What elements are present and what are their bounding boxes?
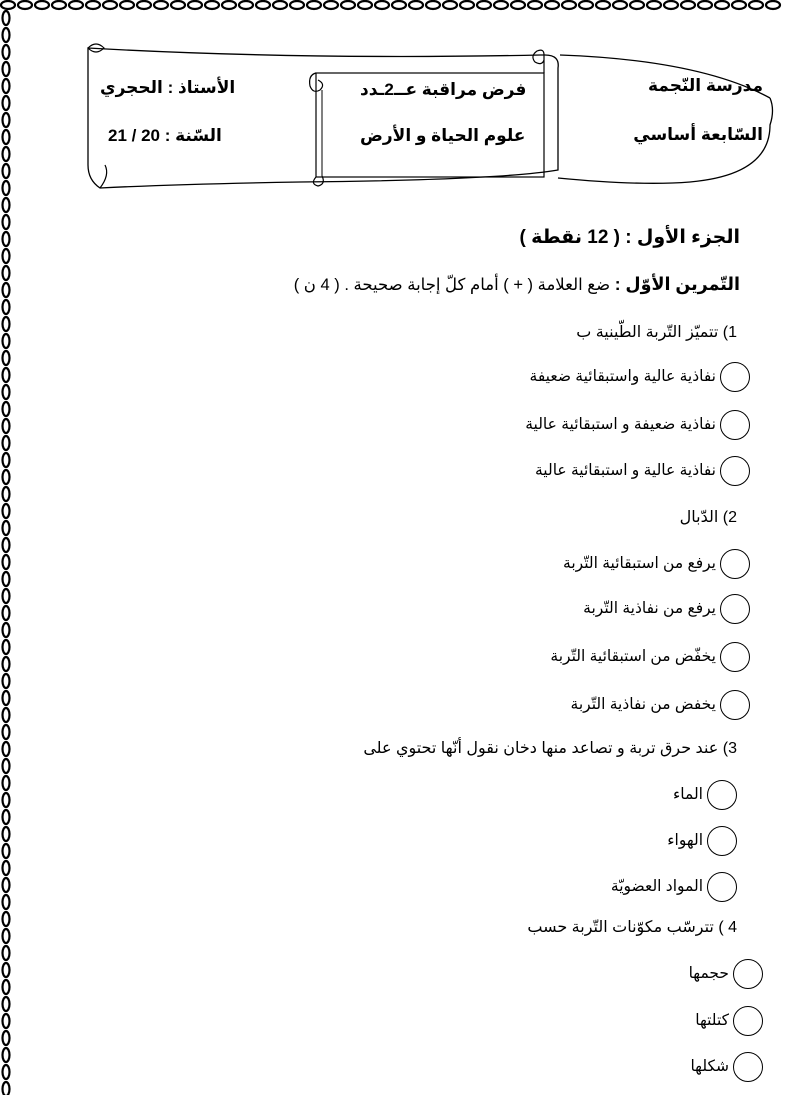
answer-option: نفاذية عالية واستبقائية ضعيفة [529,368,716,385]
question-number: 4 ) [718,919,737,936]
answer-checkbox[interactable] [707,872,737,902]
class-level: السّابعة أساسي [633,125,763,144]
question-number: 2) [722,509,737,526]
exercise-header [294,274,740,295]
question-3 [363,738,737,758]
answer-option: الهواء [667,832,703,849]
answer-option: يخفّض من استبقائية التّربة [550,648,716,665]
answer-checkbox[interactable] [720,690,750,720]
answer-checkbox[interactable] [720,549,750,579]
answer-checkbox[interactable] [733,1052,763,1082]
question-number: 1) [722,324,737,341]
answer-checkbox[interactable] [720,594,750,624]
question-text: الدّبال [679,509,723,526]
question-number: 3) [722,740,737,757]
question-1 [576,322,737,342]
answer-option: نفاذية عالية و استبقائية عالية [535,462,716,479]
answer-option: يرفع من نفاذية التّربة [583,600,716,617]
answer-checkbox[interactable] [720,642,750,672]
subject-name: علوم الحياة و الأرض [360,126,526,145]
answer-checkbox[interactable] [707,780,737,810]
answer-checkbox[interactable] [720,362,750,392]
question-text: عند حرق تربة و تصاعد منها دخان نقول أنّها تحتوي على [363,740,723,757]
answer-option: يخفض من نفاذية التّربة [570,696,716,713]
answer-option: المواد العضويّة [610,878,703,895]
answer-checkbox[interactable] [707,826,737,856]
answer-checkbox[interactable] [720,456,750,486]
exercise-instruction: ضع العلامة ( + ) أمام كلّ إجابة صحيحة . ( 4 ن ) [293,276,611,294]
answer-option: الماء [672,786,703,803]
answer-checkbox[interactable] [733,959,763,989]
teacher-name: الأستاذ : الحجري [100,78,236,97]
school-year: السّنة : 20 / 21 [108,126,222,145]
part-title: الجزء الأول : ( 12 نقطة ) [519,227,740,248]
exercise-label: التّمرين الأوّل : [614,274,740,294]
answer-checkbox[interactable] [733,1006,763,1036]
question-text: تتميّز التّربة الطّينية ب [576,324,723,341]
question-2 [680,507,737,527]
answer-option: نفاذية ضعيفة و استبقائية عالية [525,416,716,433]
question-4 [527,917,737,937]
answer-option: حجمها [688,965,729,982]
answer-option: يرفع من استبقائية التّربة [563,555,716,572]
answer-option: كتلتها [695,1012,729,1029]
question-text: تترسّب مكوّنات التّربة حسب [527,919,719,936]
exam-title: فرض مراقبة عــ2ـدد [360,80,527,99]
school-name: مدرسة النّجمة [648,76,763,95]
answer-option: شكلها [690,1058,729,1075]
answer-checkbox[interactable] [720,410,750,440]
